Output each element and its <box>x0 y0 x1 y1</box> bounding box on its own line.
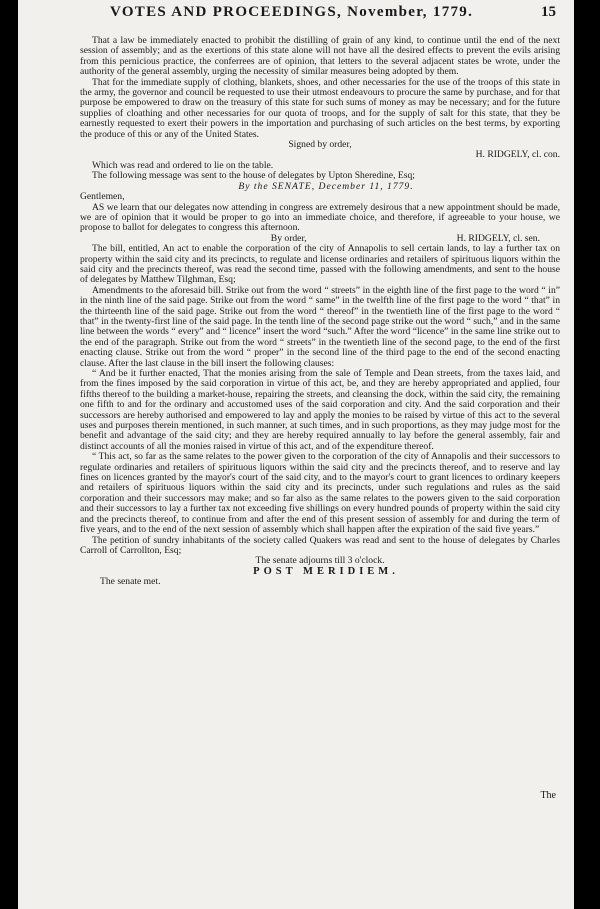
senate-met: The senate met. <box>100 576 161 588</box>
paragraph-amendments: Amendments to the aforesaid bill. Strike out from the word “ streets” in the eighth line of the first page to the word “ in” in the ninth line of the said page. Strike out from the word “ same” in the twelfth line of the first page to the word “ that” in the thirteenth line of the said page. Strike out from the word “ thereof” in the twentieth line of the first page to the word “ that” in the twenty-first line of the said page. In the tenth line of the second page strike out the word “ such,” and in the same line between the words “ every” and “ licence” insert the word “such.” After the word “licence” in the same line strike out to the end of the paragraph. Strike out from the word “ streets” in the twentieth line of the second page, to the end of the first enacting clause. Strike out from the word “ proper” in the second line of the third page to the end of the second enacting clause. After the last clause in the bill insert the following clauses: <box>80 284 560 369</box>
paragraph-clothing-supply: That for the immediate supply of clothing, blankets, shoes, and other necessaries for the use of the troops of this state in the army, the governor and council be requested to use their utmost endeavours to procure the same by purchase, and for that purpose be empowered to draw on the treasury of this state for such sums of money as may be necessary; and for the future supplies of cloathing and other necessaries for our quota of troops, and for the supply of salt for this state, that they be earnestly requested to exert their powers in the importation and purchasing of such articles on the best terms, by exporting the produce of this or any of the United States. <box>80 76 560 140</box>
document-body <box>80 36 560 588</box>
paragraph-annapolis-bill: The bill, entitled, An act to enable the corporation of the city of Annapolis to sell certain lands, to lay a further tax on property within the said city and its precincts, to regulate and license ordinaries and retailers of spirituous liquors within the said city and the precincts thereof, was read the second time, passed with the following amendments, and sent to the house of delegates by Matthew Tilghman, Esq; <box>80 243 560 286</box>
date-line: By the SENATE, December 11, 1779. <box>238 180 414 192</box>
senate-adjourns: The senate adjourns till 3 o'clock. <box>255 555 385 567</box>
document-page <box>18 0 574 909</box>
paragraph-message-sent: The following message was sent to the house of delegates by Upton Sheredine, Esq; <box>92 170 415 182</box>
paragraph-quakers-petition: The petition of sundry inhabitants of the society called Quakers was read and sent to the house of delegates by Charles Carroll of Carrollton, Esq; <box>80 534 560 556</box>
signature-clerk-council: H. RIDGELY, cl. con. <box>475 149 560 161</box>
header-title: VOTES AND PROCEEDINGS, November, 1779. <box>110 4 474 20</box>
paragraph-enacted-clause: “ And be it further enacted, That the monies arising from the sale of Temple and Dean streets, from the taxes laid, and from the fines imposed by the said corporation in virtue of this act, be, and they are hereby appropriated and applied, four fifths thereof to the building a market-house, repairing the streets, and cleansing the dock, within the said city, the remaining one fifth to and for the ordinary and accustomed uses of the said corporation and city. And the said corporation and their successors are hereby authorised and empowered to lay and apply the monies to be raised by virtue of this act to the several uses and purposes therein mentioned, in such manner, at such times, and in such proportions, as they may judge most for the benefit and advantage of the said city; and they are hereby required annually to lay before the general assembly, fair and distinct accounts of all the monies raised in virtue of this act, and of the expenditure thereof. <box>80 368 560 452</box>
by-order: By order, <box>270 232 307 244</box>
page-number: 15 <box>541 4 556 20</box>
paragraph-distilling: That a law be immediately enacted to prohibit the distilling of grain of any kind, to continue until the end of the next session of assembly; and as the exertions of this state alone will not have all the desired effects to prevent the evils arising from this pernicious practice, the conferrees are of opinion, that letters to the several adjacent states be wrote, under the authority of the general assembly, urging the necessity of similar measures being adopted by them. <box>80 35 560 78</box>
signature-clerk-senate: H. RIDGELY, cl. sen. <box>456 232 540 244</box>
paragraph-act-clause: “ This act, so far as the same relates to the power given to the corporation of the city of Annapolis and their successors to regulate ordinaries and retailers of spirituous liquors within the said city and the precincts thereof, and to reserve and lay fines on licences granted by the mayor's court of the said city, and to the mayor's court to grant licences to ordinary keepers and retailers of spirituous liquors within the said city and its precincts, under such regulations and rules as the said corporation and their successors may make; and so far also as the same relates to the powers given to the said corporation and their successors to lay a further tax not exceeding five shillings on every hundred pounds of property within the said city and the precincts thereof, to continue from and after the end of this present session of assembly for and during the term of five years, and to the end of the next session of assembly which shall happen after the expiration of the said five years.” <box>80 451 560 536</box>
running-header <box>110 4 556 26</box>
paragraph-delegates-congress: AS we learn that our delegates now attending in congress are extremely desirous that a new appointment should be made, we are of opinion that it would be proper to go into an immediate choice, and therefore, if agreeable to your house, we propose to ballot for delegates to congress this afternoon. <box>80 201 560 234</box>
post-meridiem-heading: POST MERIDIEM. <box>253 565 399 577</box>
paragraph-read-ordered: Which was read and ordered to lie on the table. <box>92 159 274 171</box>
catchword: The <box>540 790 556 801</box>
signed-by-order: Signed by order, <box>288 139 352 151</box>
salutation: Gentlemen, <box>80 191 125 203</box>
